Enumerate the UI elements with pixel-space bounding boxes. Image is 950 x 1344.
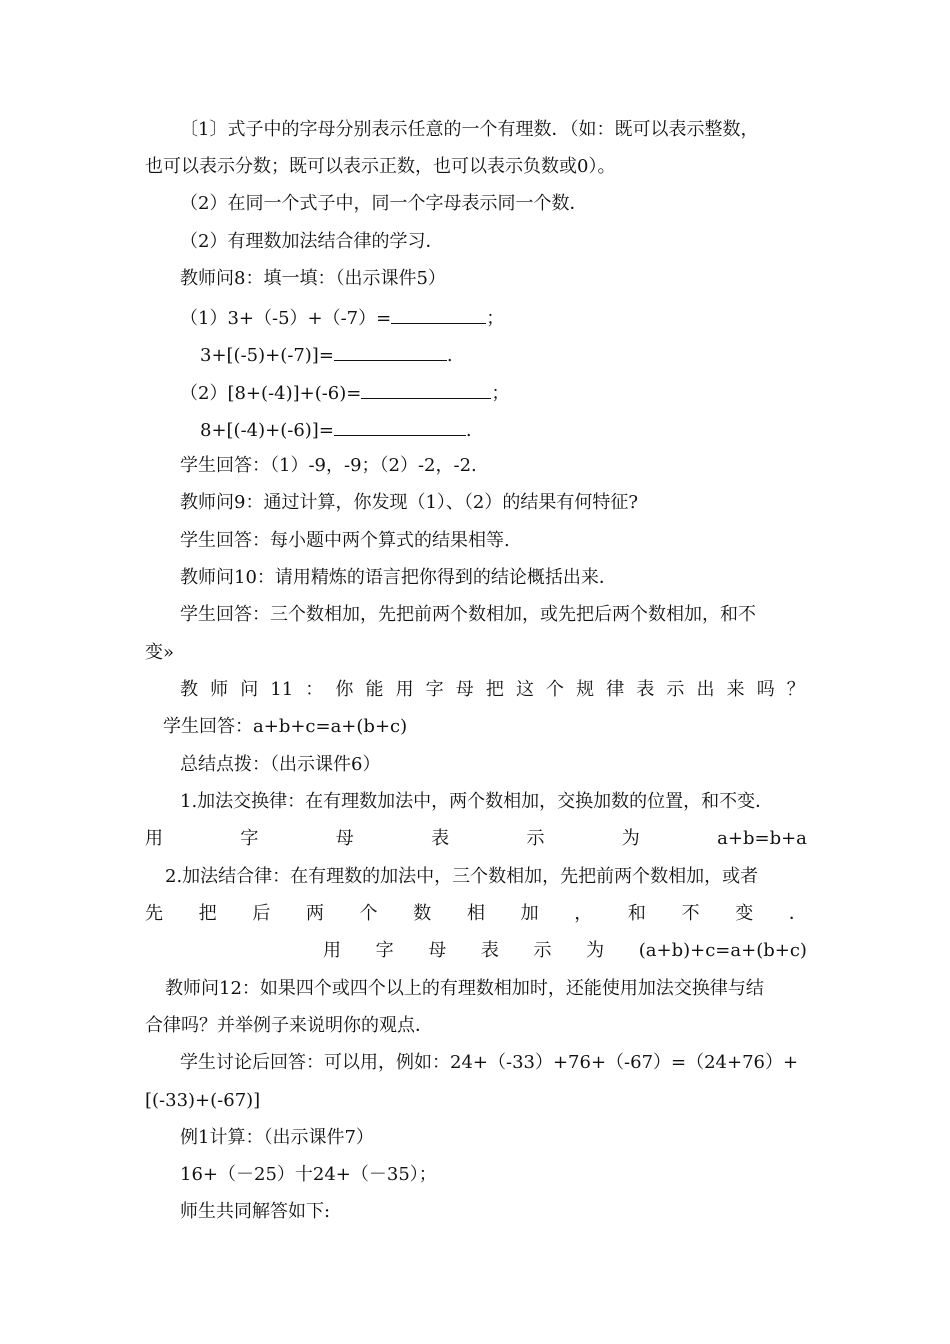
exercise-punctuation: . xyxy=(446,345,453,366)
answer-blank xyxy=(334,417,466,436)
exercise-2-line-1 xyxy=(180,380,509,404)
justified-glyph: 问 xyxy=(240,679,259,700)
exercise-2-expression-1: （2）[8+(-4)]+(-6)= xyxy=(180,383,362,404)
justified-glyph: 个 xyxy=(546,679,565,700)
paragraph-note-2: （2）在同一个式子中，同一个字母表示同一个数． xyxy=(180,193,588,214)
justified-glyph: 后 xyxy=(252,903,271,924)
justified-glyph: 个 xyxy=(359,903,378,924)
justified-glyph: 为 xyxy=(621,828,640,849)
justified-glyph: 吗 xyxy=(756,679,775,700)
teacher-question-10: 教师问10：请用精炼的语言把你得到的结论概括出来． xyxy=(180,567,617,588)
associative-formula: (a+b)+c=a+(b+c) xyxy=(638,940,807,961)
justified-glyph: 先 xyxy=(145,903,163,924)
justified-glyph: 来 xyxy=(726,679,745,700)
justified-glyph: 字 xyxy=(240,828,259,849)
teacher-question-11 xyxy=(180,678,805,702)
commutative-formula: a+b=b+a xyxy=(717,828,807,849)
justified-glyph: 加 xyxy=(520,903,539,924)
example-1-heading: 例1计算：（出示课件7） xyxy=(180,1127,374,1148)
justified-glyph: 把 xyxy=(485,679,504,700)
justified-glyph: 两 xyxy=(305,903,324,924)
commutative-law-formula-line xyxy=(145,827,807,851)
justified-glyph: 母 xyxy=(455,679,474,700)
answer-blank xyxy=(361,380,491,399)
associative-law-formula-line xyxy=(323,939,807,963)
justified-glyph: 能 xyxy=(365,679,384,700)
joint-solution-intro: 师生共同解答如下: xyxy=(180,1201,331,1222)
exercise-1-expression-2: 3+[(-5)+(-7)]= xyxy=(200,345,334,366)
exercise-punctuation: ； xyxy=(491,383,510,404)
justified-glyph: 为 xyxy=(586,940,605,961)
justified-glyph: 出 xyxy=(696,679,715,700)
justified-glyph: 变 xyxy=(735,903,754,924)
justified-glyph: 师 xyxy=(210,679,229,700)
justified-glyph: 相 xyxy=(466,903,485,924)
exercise-1-line-2 xyxy=(200,342,453,366)
justified-glyph: 字 xyxy=(425,679,444,700)
answer-blank xyxy=(334,342,447,361)
summary-heading: 总结点拨：（出示课件6） xyxy=(180,754,381,775)
justified-glyph: 表 xyxy=(480,940,499,961)
justified-glyph: 用 xyxy=(145,828,163,849)
justified-glyph: 母 xyxy=(335,828,354,849)
justified-glyph: 示 xyxy=(526,828,545,849)
justified-glyph: 这 xyxy=(515,679,534,700)
teacher-question-9: 教师问9：通过计算，你发现（1）、（2）的结果有何特征? xyxy=(180,492,639,513)
justified-glyph: 表 xyxy=(431,828,450,849)
exercise-1-line-1 xyxy=(180,305,504,329)
justified-glyph: 你 xyxy=(335,679,354,700)
teacher-question-12-line-2: 合律吗？并举例子来说明你的观点． xyxy=(145,1015,433,1036)
justified-glyph: ： xyxy=(305,679,324,700)
exercise-2-line-2 xyxy=(200,417,472,441)
justified-glyph: 示 xyxy=(533,940,552,961)
justified-glyph: 律 xyxy=(606,679,625,700)
section-heading-associative-law: （2）有理数加法结合律的学习． xyxy=(180,231,444,252)
justified-glyph: 字 xyxy=(375,940,394,961)
exercise-2-expression-2: 8+[(-4)+(-6)]= xyxy=(200,420,334,441)
justified-glyph: ， xyxy=(574,903,593,924)
justified-glyph: 示 xyxy=(666,679,685,700)
justified-glyph: 11 xyxy=(270,679,294,700)
justified-glyph: 教 xyxy=(180,679,198,700)
example-1-expression: 16+（－25）十24+（－35）； xyxy=(180,1164,437,1185)
justified-glyph: 母 xyxy=(428,940,447,961)
paragraph-note-1-line-1: 〔1〕式子中的字母分别表示任意的一个有理数．（如：既可以表示整数， xyxy=(180,119,759,140)
answer-blank xyxy=(391,305,486,324)
justified-glyph: 数 xyxy=(413,903,432,924)
student-answer-3-line-1: 学生回答：三个数相加，先把前两个数相加，或先把后两个数相加，和不 xyxy=(180,604,756,625)
student-discussion-line-2: [(-33)+(-67)] xyxy=(145,1090,261,1111)
justified-glyph: 表 xyxy=(636,679,655,700)
teacher-question-8: 教师问8：填一填：（出示课件5） xyxy=(180,268,446,289)
exercise-punctuation: . xyxy=(465,420,472,441)
justified-glyph: 把 xyxy=(198,903,217,924)
paragraph-note-1-line-2: 也可以表示分数；既可以表示正数，也可以表示负数或0）。 xyxy=(145,156,616,177)
associative-law-line-2 xyxy=(145,902,807,926)
exercise-punctuation: ； xyxy=(486,308,505,329)
exercise-1-expression-1: （1）3+（-5）+（-7）= xyxy=(180,308,392,329)
justified-glyph: ？ xyxy=(786,679,805,700)
justified-glyph: 和 xyxy=(627,903,646,924)
student-answer-2: 学生回答：每小题中两个算式的结果相等. xyxy=(180,530,510,551)
student-answer-3-line-2: 变» xyxy=(145,642,175,663)
justified-glyph: ． xyxy=(788,903,807,924)
student-answer-1: 学生回答：（1）-9，-9；（2）-2，-2. xyxy=(180,455,477,476)
justified-glyph: 用 xyxy=(323,940,341,961)
commutative-law: 1.加法交换律：在有理数加法中，两个数相加，交换加数的位置，和不变． xyxy=(180,791,774,812)
justified-glyph: 用 xyxy=(395,679,414,700)
student-answer-4: 学生回答：a+b+c=a+(b+c) xyxy=(163,716,408,737)
justified-glyph: 不 xyxy=(681,903,700,924)
justified-glyph: 规 xyxy=(576,679,595,700)
associative-law-line-1: 2.加法结合律：在有理数的加法中，三个数相加，先把前两个数相加，或者 xyxy=(165,866,759,887)
teacher-question-12-line-1: 教师问12：如果四个或四个以上的有理数相加时，还能使用加法交换律与结 xyxy=(165,978,764,999)
student-discussion-line-1: 学生讨论后回答：可以用，例如：24+（-33）+76+（-67）=（24+76）+ xyxy=(180,1052,799,1073)
